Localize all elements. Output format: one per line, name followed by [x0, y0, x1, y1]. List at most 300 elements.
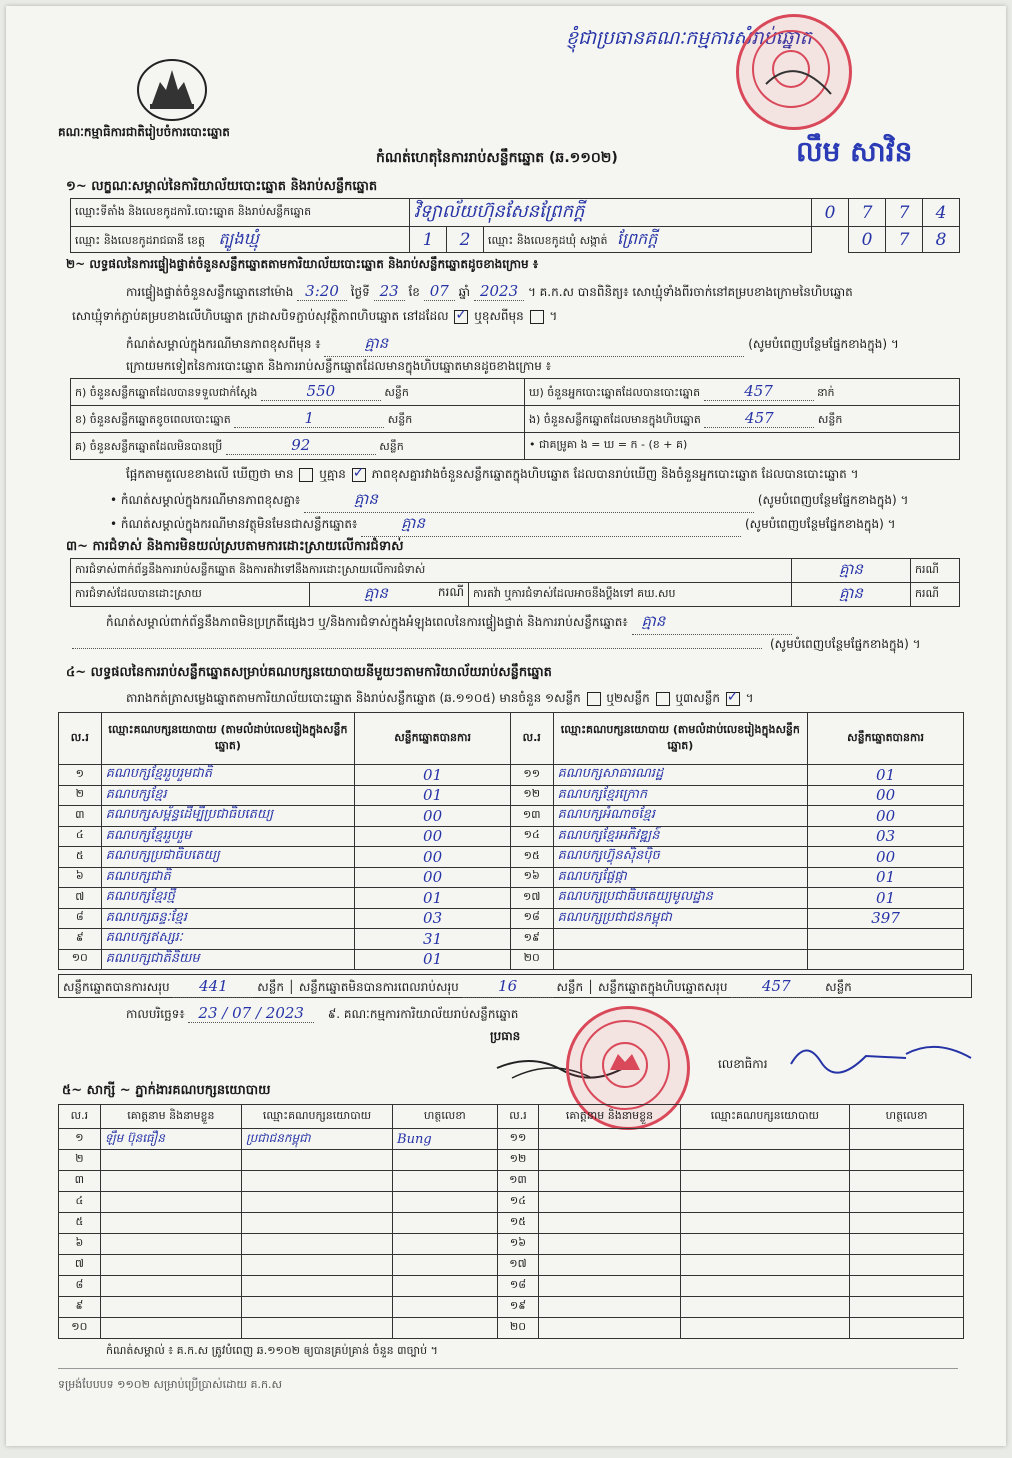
- verify-line1-e: ។ គ.ក.ស បានពិនិត្យ៖ សោឃ្មុំទាំងពីរចាក់នៅគម្របខាងក្រោមនៃហិបឆ្នោត: [527, 285, 853, 299]
- row1-code-3: 4: [923, 199, 960, 227]
- verify-line2: សោឃ្មុំទាក់ភ្ជាប់គម្របខាងលើហិបឆ្នោត ក្រដាសបិទភ្ជាប់សុវត្ថិភាពហិបឆ្នោត នៅដដែល ✓ ឬខុសពីមុន ។: [72, 308, 557, 326]
- verify-line1-b: ថ្ងៃទី: [350, 285, 370, 299]
- verify-line1-a: ការផ្ទៀងផ្ទាត់ចំនួនសន្លឹកឆ្នោតនៅម៉ោង: [126, 285, 294, 299]
- w-party-right: [680, 1234, 850, 1255]
- form-code: ទម្រង់បែបបទ ១១០២ សម្រាប់ប្រើប្រាស់ដោយ គ.ក.ស: [58, 1378, 282, 1391]
- section5-heading: ៥~ សាក្សី ~ ភ្នាក់ងារគណបក្សនយោបាយ: [62, 1083, 271, 1098]
- vote-right-votes: [808, 949, 964, 970]
- row2-label: [71, 227, 410, 253]
- vote-right-votes: 03: [808, 826, 964, 847]
- vote-left-no: ៣: [59, 806, 102, 827]
- result-row-a-right: [525, 379, 960, 406]
- witness-body: [59, 1129, 964, 1339]
- check-line: ផ្អែកតាមតួលេខខាងលើ ឃើញថា មាន: [126, 467, 294, 481]
- vote-right-party: [553, 949, 808, 970]
- secretary-label: លេខាធិការ: [718, 1057, 768, 1071]
- w-name-left: ឡឹម ប៊ុនធឿន: [100, 1129, 241, 1150]
- vote-right-party: គណបក្សខ្មែរក្រោក: [553, 785, 808, 806]
- w-sign-left: [393, 1255, 498, 1276]
- objection-r1-unit: ករណី: [911, 559, 960, 583]
- secretary-signature-icon: [786, 1038, 976, 1074]
- bullet2-value: គ្មាន: [361, 514, 741, 537]
- w-no-right: ១៩: [497, 1297, 539, 1318]
- w-name-right: [539, 1276, 680, 1297]
- table-row: [59, 785, 964, 806]
- verify-line1-d: ឆ្នាំ: [458, 285, 471, 299]
- vote-left-votes: 01: [355, 949, 511, 970]
- bullet1: • កំណត់សម្គាល់ក្នុងករណីមានភាពខុសគ្នា៖: [110, 493, 301, 507]
- vote-left-votes: 01: [355, 785, 511, 806]
- bullet1-hint: (សូមបំពេញបន្ថែមផ្នែកខាងក្នុង) ។: [757, 493, 909, 507]
- unit-d: នាក់: [817, 386, 835, 399]
- w-sign-left: Bung: [393, 1129, 498, 1150]
- footer-divider: [58, 1368, 958, 1369]
- vote-right-party: គណបក្សខ្មែរអភិវឌ្ឍន៍: [553, 826, 808, 847]
- w-sign-right: [850, 1318, 964, 1339]
- w-party-left: [242, 1234, 393, 1255]
- w-sign-left: [393, 1171, 498, 1192]
- bullet1-line: [110, 490, 908, 513]
- vote-left-party: គណបក្សខ្មែរ: [101, 785, 355, 806]
- w-no-right: ១៨: [497, 1276, 539, 1297]
- w-no-right: ២០: [497, 1318, 539, 1339]
- w-party-right: [680, 1192, 850, 1213]
- w-party-left: [242, 1150, 393, 1171]
- table-row: [59, 806, 964, 827]
- w-name-right: [539, 1171, 680, 1192]
- table-row: [59, 847, 964, 868]
- section3-heading: ៣~ ការជំទាស់ និងការមិនយល់ស្របតាមការដោះស្រាយលើការជំទាស់: [66, 539, 404, 554]
- w-party-right: [680, 1255, 850, 1276]
- verify-year: 2023: [474, 282, 524, 301]
- vote-right-no: ២០: [510, 949, 553, 970]
- w-sign-left: [393, 1276, 498, 1297]
- total-valid: 441: [173, 975, 253, 998]
- check-rest: ភាពខុសគ្នារវាងចំនួនសន្លឹកឆ្នោតក្នុងហិបឆ្នោត ដែលបានរាប់ឃើញ និងចំនួនអ្នកបោះឆ្នោត ដែលបានបោះឆ្នោត ។: [371, 467, 859, 481]
- w-sign-right: [850, 1255, 964, 1276]
- objection-r2b-value: គ្មាន: [792, 583, 911, 607]
- w-party-left: [242, 1318, 393, 1339]
- total-box: 457: [731, 975, 821, 998]
- total-invalid: 16: [463, 975, 553, 998]
- two-sheets-checkbox[interactable]: [656, 692, 670, 706]
- label-c: គ) ចំនួនសន្លឹកឆ្នោតដែលមិនបានប្រើ: [75, 440, 223, 453]
- vote-left-votes: 01: [355, 765, 511, 786]
- row1-code-1: 7: [849, 199, 886, 227]
- verify-note-line: [126, 334, 899, 357]
- vote-right-party: គណបក្សប្រជាធិបតេយ្យមូលដ្ឋាន: [553, 888, 808, 909]
- three-sheets-checkbox[interactable]: [726, 692, 740, 706]
- table-row: [59, 1129, 964, 1150]
- row2-commune-code-2: 8: [923, 227, 960, 253]
- vote-left-votes: 01: [355, 888, 511, 909]
- table-row: [59, 1297, 964, 1318]
- value-e: 457: [704, 409, 814, 428]
- table-row: [59, 949, 964, 970]
- vote-left-party: គណបក្សឥស្សរៈ: [101, 929, 355, 950]
- row2-value: ត្បូងឃ្មុំ: [218, 228, 259, 248]
- label-e: ង) ចំនួនសន្លឹកឆ្នោតដែលមានក្នុងហិបឆ្នោត: [529, 413, 701, 426]
- verify-line1: [126, 282, 853, 302]
- vote-right-no: ១៧: [510, 888, 553, 909]
- table-row: [59, 1276, 964, 1297]
- w-name-right: [539, 1318, 680, 1339]
- table-row: [59, 908, 964, 929]
- witness-table: [58, 1104, 964, 1339]
- official-seal-icon-top: [736, 14, 852, 130]
- commission-name: គណៈកម្មាធិការជាតិរៀបចំការបោះឆ្នោត: [58, 125, 230, 139]
- w-sign-left: [393, 1297, 498, 1318]
- w-name-right: [539, 1255, 680, 1276]
- w-name-left: [100, 1255, 241, 1276]
- bullet2: • កំណត់សម្គាល់ក្នុងករណីមានវត្ថុមិនមែនជាសន្លឹកឆ្នោត៖: [110, 517, 358, 531]
- objection-r2-value: [310, 583, 469, 607]
- row1-code-0: 0: [812, 199, 849, 227]
- vote-right-party: [553, 929, 808, 950]
- sheets-two: ឬ២សន្លឹក: [606, 691, 650, 705]
- objection-note-line: [106, 612, 792, 635]
- sheets-one: តារាងកត់ត្រាសម្លេងឆ្នោតតាមការិយាល័យបោះឆ្នោត និងរាប់សន្លឹកឆ្នោត (ឆ.១១០៥) មានចំនួន ១សន្លឹក: [126, 691, 581, 705]
- vote-left-party: គណបក្សជាតិ: [101, 867, 355, 888]
- vote-left-party: គណបក្សប្រជាធិបតេយ្យ: [101, 847, 355, 868]
- w-party-right: [680, 1297, 850, 1318]
- label-b: ខ) ចំនួនសន្លឹកឆ្នោតខូចពេលបោះឆ្នោត: [75, 413, 231, 426]
- w-sign-left: [393, 1192, 498, 1213]
- table-row: [59, 765, 964, 786]
- vote-left-party: គណបក្សខ្មែរថ្មី: [101, 888, 355, 909]
- w-sign-right: [850, 1129, 964, 1150]
- w-no-left: ៧: [59, 1255, 101, 1276]
- table-row: [59, 826, 964, 847]
- w-no-left: ២: [59, 1150, 101, 1171]
- total-valid-unit: សន្លឹក: [257, 980, 284, 994]
- president-label: ប្រធាន: [490, 1029, 521, 1043]
- w-col-no-right: ល.រ: [497, 1105, 539, 1129]
- w-no-right: ១១: [497, 1129, 539, 1150]
- vote-left-no: ៥: [59, 847, 102, 868]
- changed-checkbox[interactable]: [530, 310, 544, 324]
- table-row: [59, 1171, 964, 1192]
- vote-left-no: ៨: [59, 908, 102, 929]
- vote-right-party: គណបក្សផ្លែផ្កា: [553, 867, 808, 888]
- w-no-right: ១៣: [497, 1171, 539, 1192]
- w-name-left: [100, 1150, 241, 1171]
- vote-right-no: ១១: [510, 765, 553, 786]
- vote-left-party: គណបក្សខ្មែររួបរួម: [101, 826, 355, 847]
- vote-left-votes: 00: [355, 867, 511, 888]
- vote-right-no: ១៦: [510, 867, 553, 888]
- w-name-right: [539, 1213, 680, 1234]
- label-d: ឃ) ចំនួនអ្នកបោះឆ្នោតដែលបានបោះឆ្នោត: [529, 386, 701, 399]
- vote-right-no: ១៣: [510, 806, 553, 827]
- vote-left-no: ១: [59, 765, 102, 786]
- value-c: 92: [226, 436, 376, 455]
- section1-heading: ១~ លក្ខណៈសម្គាល់នៃការិយាល័យបោះឆ្នោត និងរាប់សន្លឹកឆ្នោត: [66, 179, 378, 194]
- form-title: កំណត់ហេតុនៃការរាប់សន្លឹកឆ្នោត (ឆ.១១០២): [376, 150, 618, 166]
- footnote: កំណត់សម្គាល់ ៖ គ.ក.ស ត្រូវបំពេញ ឆ.១១០២ ឲ្យបានគ្រប់គ្រាន់ ចំនួន ៣ច្បាប់ ។: [106, 1344, 438, 1357]
- total-valid-label: សន្លឹកឆ្នោតបានការសរុប: [63, 980, 170, 994]
- unchanged-checkbox[interactable]: [454, 310, 468, 324]
- vote-right-no: ១៩: [510, 929, 553, 950]
- row2-code-0: 1: [410, 227, 447, 253]
- unit-c: សន្លឹក: [379, 440, 404, 453]
- vote-right-party: គណបក្សអំណាចខ្មែរ: [553, 806, 808, 827]
- w-col-name-left: គោត្តនាម និងនាមខ្លួន: [100, 1105, 241, 1129]
- total-invalid-label: សន្លឹកឆ្នោតមិនបានការពេលរាប់សរុប: [298, 980, 459, 994]
- vote-right-party: គណបក្សហ៊្វុនស៊ិនប៉ិច: [553, 847, 808, 868]
- date-label: កាលបរិច្ឆេទ៖: [126, 1007, 185, 1021]
- w-col-sign-right: ហត្ថលេខា: [850, 1105, 964, 1129]
- vote-left-votes: 00: [355, 847, 511, 868]
- w-party-left: [242, 1192, 393, 1213]
- vote-left-party: គណបក្សខ្មែររួបរួមជាតិ: [101, 765, 355, 786]
- total-box-label: សន្លឹកឆ្នោតក្នុងហិបឆ្នោតសរុប: [597, 980, 728, 994]
- vote-right-no: ១២: [510, 785, 553, 806]
- w-col-name-right: គោត្តនាម និងនាមខ្លួន: [539, 1105, 680, 1129]
- w-sign-left: [393, 1234, 498, 1255]
- w-col-party-left: ឈ្មោះគណបក្សនយោបាយ: [242, 1105, 393, 1129]
- vote-right-no: ១៨: [510, 908, 553, 929]
- w-party-left: [242, 1255, 393, 1276]
- objection-note-hint: (សូមបំពេញបន្ថែមផ្នែកខាងក្នុង) ។: [770, 637, 921, 651]
- w-no-left: ៣: [59, 1171, 101, 1192]
- w-col-party-right: ឈ្មោះគណបក្សនយោបាយ: [680, 1105, 850, 1129]
- totals-row: សន្លឹកឆ្នោតបានការសរុប 441 សន្លឹក │ សន្លឹកឆ្នោតមិនបានការពេលរាប់សរុប 16 សន្លឹក │ សន្លឹកឆ្នោតក្នុងហិបឆ្នោតសរុប 457 សន្លឹក: [58, 974, 972, 998]
- w-name-left: [100, 1171, 241, 1192]
- w-no-left: ១០: [59, 1318, 101, 1339]
- discrepancy-check-line: [126, 466, 859, 484]
- check-none: ឬគ្មាន: [319, 467, 346, 481]
- vote-right-votes: 00: [808, 785, 964, 806]
- table-row: [59, 867, 964, 888]
- table-row: [59, 929, 964, 950]
- bullet1-value: គ្មាន: [304, 490, 754, 513]
- top-handwritten-note: ខ្ញុំជាប្រធានគណៈកម្មការសំរាប់ឆ្នោត: [566, 27, 812, 49]
- w-party-right: [680, 1318, 850, 1339]
- verify-time: 3:20: [297, 282, 347, 301]
- result-row-a-left: [71, 379, 525, 406]
- one-sheet-checkbox[interactable]: [587, 692, 601, 706]
- bullet2-hint: (សូមបំពេញបន្ថែមផ្នែកខាងក្នុង) ។: [744, 517, 896, 531]
- verify-line2-or: ឬខុសពីមុន: [474, 309, 524, 323]
- vote-right-votes: 00: [808, 806, 964, 827]
- result-table: [70, 378, 960, 460]
- w-name-left: [100, 1213, 241, 1234]
- value-d: 457: [704, 382, 814, 401]
- date-value: 23 / 07 / 2023: [188, 1004, 314, 1023]
- w-no-right: ១៥: [497, 1213, 539, 1234]
- objection-table: [70, 558, 960, 607]
- w-name-left: [100, 1297, 241, 1318]
- w-name-left: [100, 1192, 241, 1213]
- w-party-left: [242, 1171, 393, 1192]
- no-discrepancy-checkbox[interactable]: [352, 468, 366, 482]
- section1-table: [70, 198, 960, 253]
- row2-commune-code-0: 0: [849, 227, 886, 253]
- w-sign-right: [850, 1171, 964, 1192]
- w-no-left: ៦: [59, 1234, 101, 1255]
- vote-right-votes: 01: [808, 765, 964, 786]
- election-form-page: [6, 6, 1006, 1446]
- table-row: [59, 1255, 964, 1276]
- vote-left-no: ១០: [59, 949, 102, 970]
- label-a: ក) ចំនួនសន្លឹកឆ្នោតដែលបានទទួលជាក់ស្តែង: [75, 386, 258, 399]
- col-party-right: ឈ្មោះគណបក្សនយោបាយ (តាមលំដាប់លេខរៀងក្នុងសន្លឹកឆ្នោត): [553, 713, 808, 765]
- w-name-right: [539, 1192, 680, 1213]
- vote-left-votes: 03: [355, 908, 511, 929]
- votes-table: [58, 712, 964, 970]
- w-name-right: [539, 1129, 680, 1150]
- verify-month: 07: [424, 282, 455, 301]
- w-no-right: ១៧: [497, 1255, 539, 1276]
- vote-left-no: ៦: [59, 867, 102, 888]
- objection-note-dotline: [72, 634, 762, 649]
- vote-left-no: ៤: [59, 826, 102, 847]
- unit-b: សន្លឹក: [387, 413, 413, 426]
- w-party-left: [242, 1297, 393, 1318]
- result-row-b-left: [71, 406, 525, 433]
- section4-heading: ៤~ លទ្ធផលនៃការរាប់សន្លឹកឆ្នោតសម្រាប់គណបក្សនយោបាយនីមួយៗតាមការិយាល័យរាប់សន្លឹកឆ្នោត: [66, 665, 552, 680]
- sheets-three: ឬ៣សន្លឹក: [675, 691, 720, 705]
- w-sign-right: [850, 1297, 964, 1318]
- unit-a: សន្លឹក: [384, 386, 409, 399]
- total-box-unit: សន្លឹក: [825, 980, 852, 994]
- table-row: [59, 888, 964, 909]
- w-sign-right: [850, 1192, 964, 1213]
- w-no-left: ៩: [59, 1297, 101, 1318]
- vote-right-votes: 01: [808, 867, 964, 888]
- verify-note-hint: (សូមបំពេញបន្ថែមផ្នែកខាងក្នុង) ។: [748, 337, 899, 351]
- vote-left-no: ៩: [59, 929, 102, 950]
- row1-label: ឈ្មោះទីតាំង និងលេខកូដការិ.បោះឆ្នោត និងរាប់សន្លឹកឆ្នោត: [71, 199, 410, 227]
- row2-commune-value: ព្រែកក្តី: [617, 228, 658, 248]
- w-party-right: [680, 1150, 850, 1171]
- col-votes-left: សន្លឹកឆ្នោតបានការ: [355, 713, 511, 765]
- w-no-left: ៤: [59, 1192, 101, 1213]
- vote-left-no: ៧: [59, 888, 102, 909]
- objection-r2b-unit: ករណី: [911, 583, 960, 607]
- verify-note-label: កំណត់សម្គាល់ក្នុងករណីមានភាពខុសពីមុន ៖: [126, 337, 321, 351]
- row1-value: វិទ្យាល័យហ៊ុនសែនព្រែកក្តី: [410, 199, 812, 227]
- vote-right-no: ១៥: [510, 847, 553, 868]
- w-sign-left: [393, 1213, 498, 1234]
- result-row-c-left: [71, 433, 525, 460]
- w-party-right: [680, 1276, 850, 1297]
- w-party-right: [680, 1171, 850, 1192]
- w-no-right: ១៦: [497, 1234, 539, 1255]
- row2-code-1: 2: [447, 227, 484, 253]
- result-row-c-right: • ជាគម្រូគា ង = ឃ = ក - (ខ + គ): [525, 433, 960, 460]
- verify-line2-text: សោឃ្មុំទាក់ភ្ជាប់គម្របខាងលើហិបឆ្នោត ក្រដាសបិទភ្ជាប់សុវត្ថិភាពហិបឆ្នោត នៅដដែល: [72, 309, 449, 323]
- objection-r2b-label: ការតវ៉ា ឬការជំទាស់ដែលអាចនឹងប្តឹងទៅ គឃ.សប: [469, 583, 792, 607]
- objection-r2-value-text: គ្មាន: [364, 583, 388, 602]
- vote-left-party: គណបក្សជាតិនិយម: [101, 949, 355, 970]
- w-no-left: ១: [59, 1129, 101, 1150]
- value-a: 550: [261, 382, 381, 401]
- w-name-right: [539, 1234, 680, 1255]
- row2-commune-label: ឈ្មោះ និងលេខកូដឃុំ សង្កាត់: [488, 233, 608, 247]
- table-row: [59, 1150, 964, 1171]
- verify-line1-c: ខែ: [408, 285, 420, 299]
- w-sign-left: [393, 1318, 498, 1339]
- objection-note: កំណត់សម្គាល់ពាក់ព័ន្ធនឹងភាពមិនប្រក្រតីផ្សេងៗ ឬ/និងការជំទាស់ក្នុងអំឡុងពេលនៃការផ្ទៀងផ្ទាត់ និងការរាប់សន្លឹកឆ្នោត៖: [106, 615, 628, 629]
- date-line: [126, 1004, 518, 1024]
- row2-commune-code-1: 7: [886, 227, 923, 253]
- objection-r2-label: ការជំទាស់ដែលបានដោះស្រាយ: [71, 583, 310, 607]
- col-party-left: ឈ្មោះគណបក្សនយោបាយ (តាមលំដាប់លេខរៀងក្នុងសន្លឹកឆ្នោត): [101, 713, 355, 765]
- table-row: [59, 1192, 964, 1213]
- angkor-emblem-icon: [134, 54, 210, 124]
- w-name-right: [539, 1297, 680, 1318]
- unit-e: សន្លឹក: [817, 413, 843, 426]
- vote-right-votes: 397: [808, 908, 964, 929]
- vote-left-party: គណបក្សឆន្ទៈខ្មែរ: [101, 908, 355, 929]
- w-sign-right: [850, 1150, 964, 1171]
- w-no-left: ៥: [59, 1213, 101, 1234]
- w-party-left: ប្រជាជនកម្ពុជា: [242, 1129, 393, 1150]
- vote-right-votes: 01: [808, 888, 964, 909]
- w-sign-left: [393, 1150, 498, 1171]
- vote-right-votes: 00: [808, 847, 964, 868]
- row1-code-2: 7: [886, 199, 923, 227]
- row2-label-text: ឈ្មោះ និងលេខកូដរាជធានី ខេត្ត: [75, 233, 205, 247]
- value-b: 1: [234, 409, 384, 428]
- vote-left-no: ២: [59, 785, 102, 806]
- table-row: [59, 1213, 964, 1234]
- total-invalid-unit: សន្លឹក: [556, 980, 584, 994]
- vote-left-votes: 00: [355, 826, 511, 847]
- verify-note-value: គ្មាន: [324, 334, 744, 357]
- objection-note-value: គ្មាន: [632, 612, 792, 635]
- verify-day: 23: [374, 282, 405, 301]
- col-votes-right: សន្លឹកឆ្នោតបានការ: [808, 713, 964, 765]
- w-name-left: [100, 1276, 241, 1297]
- w-name-right: [539, 1150, 680, 1171]
- col-no-right: ល.រ: [510, 713, 553, 765]
- signer-name: លឹម សាវិន: [796, 135, 913, 168]
- objection-r1-value: គ្មាន: [792, 559, 911, 583]
- w-col-no-left: ល.រ: [59, 1105, 101, 1129]
- objection-r2-unit: ករណី: [437, 584, 464, 599]
- w-name-left: [100, 1318, 241, 1339]
- w-no-left: ៨: [59, 1276, 101, 1297]
- w-name-left: [100, 1234, 241, 1255]
- result-intro: ក្រោយមកទៀតនៃការបោះឆ្នោត និងការរាប់សន្លឹកឆ្នោតដែលមានក្នុងហិបឆ្នោតមានដូចខាងក្រោម ៖: [126, 359, 551, 373]
- vote-left-votes: 31: [355, 929, 511, 950]
- result-row-b-right: [525, 406, 960, 433]
- w-sign-right: [850, 1213, 964, 1234]
- section2-heading: ២~ លទ្ធផលនៃការផ្ទៀងផ្ទាត់ចំនួនសន្លឹកឆ្នោតតាមការិយាល័យបោះឆ្នោត និងរាប់សន្លឹកឆ្នោតដូចខាងក្រោម ៖: [66, 257, 539, 271]
- w-party-left: [242, 1276, 393, 1297]
- w-party-right: [680, 1129, 850, 1150]
- votes-body: [59, 765, 964, 970]
- w-col-sign-left: ហត្ថលេខា: [393, 1105, 498, 1129]
- vote-right-party: គណបក្សសាធារណរដ្ឋ: [553, 765, 808, 786]
- table-row: [59, 1234, 964, 1255]
- w-party-right: [680, 1213, 850, 1234]
- vote-left-party: គណបក្សសម្ព័ន្ធដើម្បីប្រជាធិបតេយ្យ: [101, 806, 355, 827]
- objection-r1-label: ការជំទាស់ពាក់ព័ន្ធនឹងការរាប់សន្លឹកឆ្នោត និងការតវ៉ាទៅនឹងការដោះស្រាយលើការជំទាស់: [71, 559, 792, 583]
- has-discrepancy-checkbox[interactable]: [299, 468, 313, 482]
- row2-commune: [484, 227, 812, 253]
- vote-right-votes: [808, 929, 964, 950]
- section4-sub: តារាងកត់ត្រាសម្លេងឆ្នោតតាមការិយាល័យបោះឆ្នោត និងរាប់សន្លឹកឆ្នោត (ឆ.១១០៥) មានចំនួន ១សន្លឹក ឬ២សន្លឹក ឬ៣សន្លឹក ✓ ។: [126, 690, 754, 708]
- w-no-right: ១៤: [497, 1192, 539, 1213]
- w-no-right: ១២: [497, 1150, 539, 1171]
- w-sign-right: [850, 1276, 964, 1297]
- w-party-left: [242, 1213, 393, 1234]
- vote-right-no: ១៤: [510, 826, 553, 847]
